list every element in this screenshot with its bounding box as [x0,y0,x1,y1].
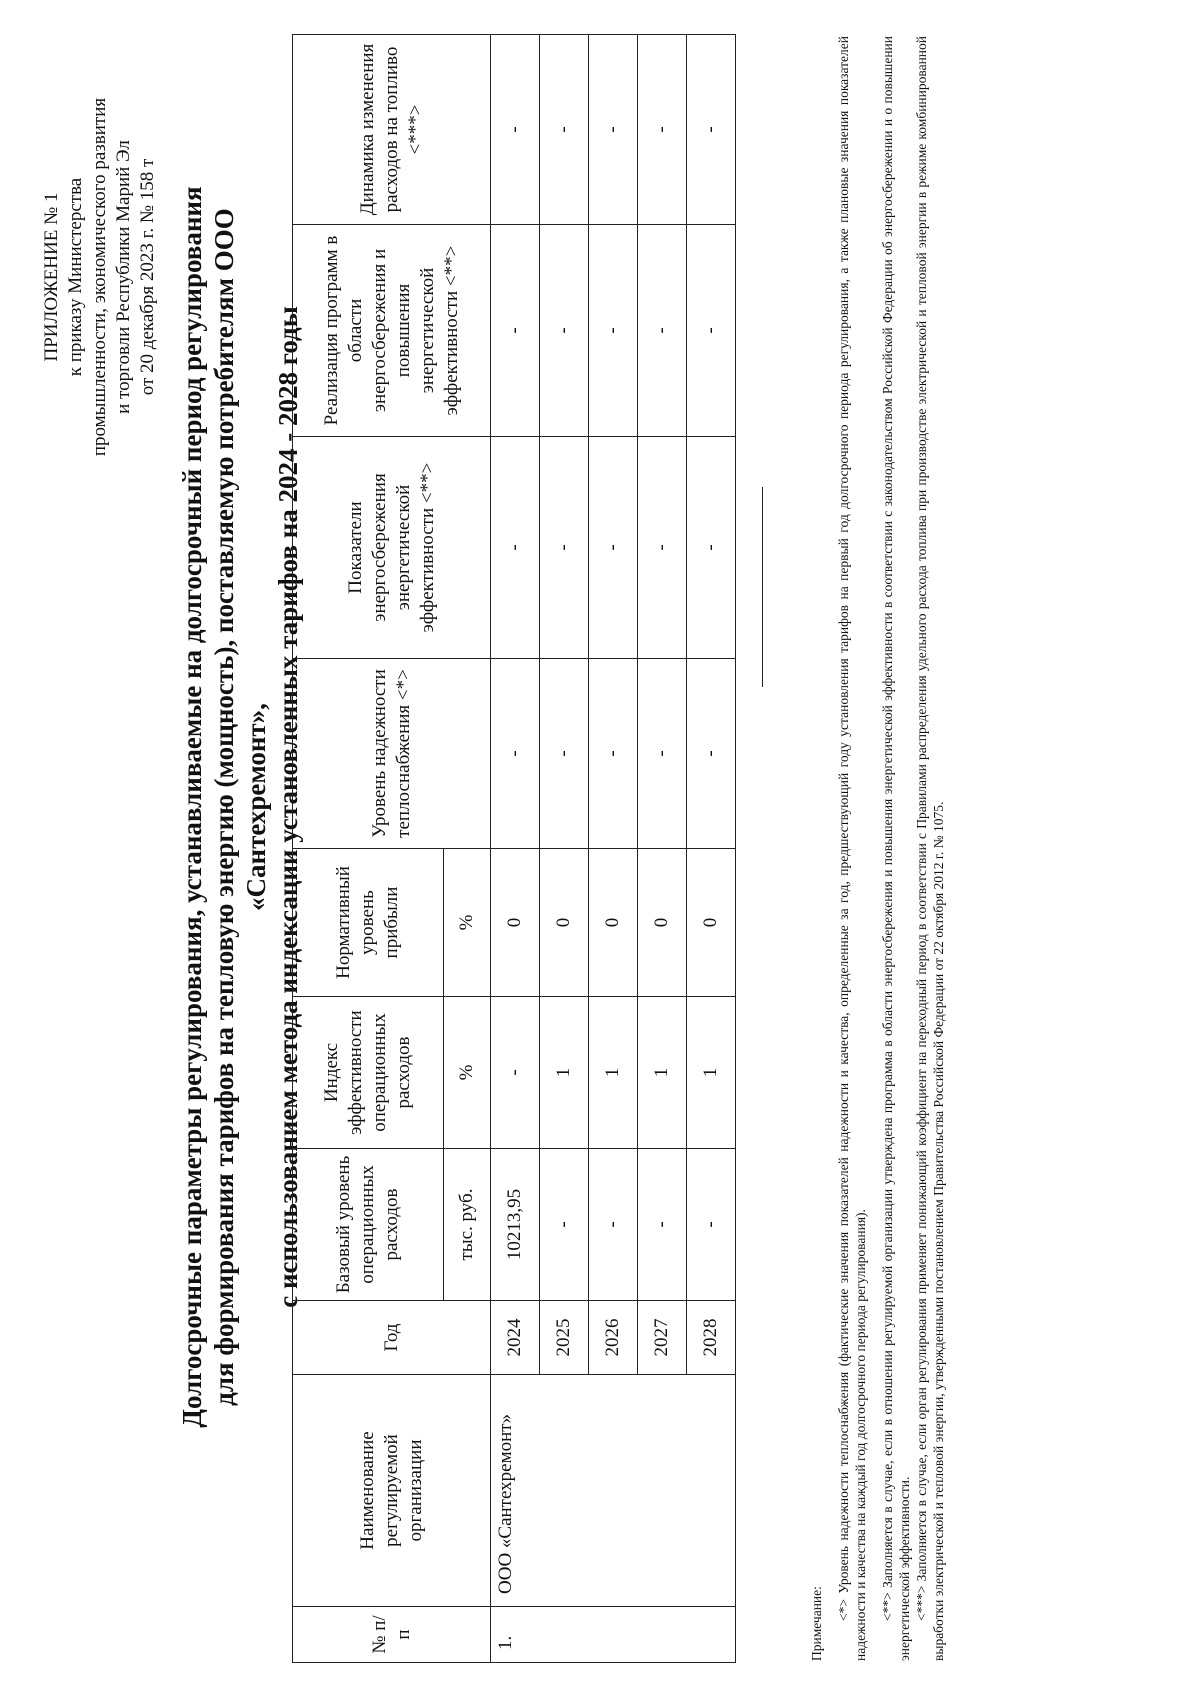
cell-efficiency-index: 1 [687,997,736,1149]
header-number: № п/п [293,1607,491,1663]
header-profit-level: Нормативный уровень прибыли [293,849,444,997]
cell-fuel-dynamics: - [638,35,687,225]
title-line: с использованием метода индексации установленных тарифов на 2024 - 2028 годы [273,306,303,1308]
appendix-line: промышленности, экономического развития [89,97,110,457]
header-efficiency-index: Индекс эффективности операционных расходов [293,997,444,1149]
cell-efficiency-index: 1 [589,997,638,1149]
cell-reliability: - [687,659,736,849]
cell-year: 2025 [540,1301,589,1375]
header-year: Год [293,1301,491,1375]
appendix-line: к приказу Министерства [65,177,86,377]
cell-organization: ООО «Сантехремонт» [491,1375,736,1607]
cell-reliability: - [540,659,589,849]
cell-energy-saving: - [638,437,687,659]
cell-efficiency-index: 1 [540,997,589,1149]
cell-number: 1. [491,1607,736,1663]
cell-programs: - [638,225,687,437]
cell-year: 2026 [589,1301,638,1375]
cell-base-costs: 10213,95 [491,1149,540,1301]
document-title [176,157,304,1457]
cell-base-costs: - [638,1149,687,1301]
appendix-block [40,62,160,492]
cell-fuel-dynamics: - [589,35,638,225]
notes-block [808,36,957,1661]
title-line: Долгосрочные параметры регулирования, устанавливаемые на долгосрочный период регулирования [177,186,207,1428]
appendix-line: ПРИЛОЖЕНИЕ № 1 [41,192,62,362]
appendix-line: от 20 декабря 2023 г. № 158 т [137,158,158,396]
cell-base-costs: - [687,1149,736,1301]
note-fuel: <***> Заполняется в случае, если орган регулирования применяет понижающий коэффициент на переходный период в соответствии с Правилами распределения удельного расхода топлива при производстве электрической и тепловой энергии в режиме комбинированной выработки электрической и тепловой энергии, утвержденными постановлением Правительства Российской Федерации от 22 октября 2012 г. № 1075. [914,36,946,1661]
cell-fuel-dynamics: - [540,35,589,225]
header-programs: Реализация программ в области энергосбережения и повышения энергетической эффективности <**> [293,225,491,437]
cell-programs: - [687,225,736,437]
header-base-costs: Базовый уровень операционных расходов [293,1149,444,1301]
cell-base-costs: - [540,1149,589,1301]
unit-base-costs: тыс. руб. [444,1149,491,1301]
cell-year: 2027 [638,1301,687,1375]
cell-profit-level: 0 [491,849,540,997]
table-header-row [293,35,444,1663]
cell-programs: - [491,225,540,437]
cell-reliability: - [589,659,638,849]
cell-energy-saving: - [491,437,540,659]
cell-profit-level: 0 [638,849,687,997]
cell-year: 2024 [491,1301,540,1375]
notes-heading: Примечание: [809,1586,824,1661]
parameters-table [292,34,736,1663]
table-row [491,35,540,1663]
cell-programs: - [540,225,589,437]
cell-reliability: - [491,659,540,849]
cell-energy-saving: - [589,437,638,659]
cell-base-costs: - [589,1149,638,1301]
header-reliability: Уровень надежности теплоснабжения <*> [293,659,491,849]
cell-profit-level: 0 [589,849,638,997]
cell-reliability: - [638,659,687,849]
header-energy-saving: Показатели энергосбережения энергетической эффективности <**> [293,437,491,659]
note-reliability: <*> Уровень надежности теплоснабжения (фактические значения показателей надежности и качества, определенные за год, предшествующий году установления тарифов на первый год долгосрочного периода регулирования, а также плановые значения показателей надежности и качества на каждый год долгосрочного периода регулирования). [836,36,868,1661]
title-line: для формирования тарифов на тепловую энергию (мощность), поставляемую потребителям ООО «Сантехремонт», [209,208,271,1406]
cell-profit-level: 0 [540,849,589,997]
cell-profit-level: 0 [687,849,736,997]
cell-efficiency-index: - [491,997,540,1149]
header-organization: Наименование регулируемой организации [293,1375,491,1607]
cell-fuel-dynamics: - [687,35,736,225]
separator-line [762,487,763,687]
cell-fuel-dynamics: - [491,35,540,225]
unit-efficiency-index: % [444,997,491,1149]
note-energy-saving: <**> Заполняется в случае, если в отношении регулируемой организации утверждена программа в области энергосбережения и повышения энергетической эффективности в соответствии с законодательством Российской Федерации об энергосбережении и о повышении энергетической эффективности. [880,36,912,1661]
cell-energy-saving: - [687,437,736,659]
header-fuel-dynamics: Динамика изменения расходов на топливо <***> [293,35,491,225]
cell-programs: - [589,225,638,437]
cell-energy-saving: - [540,437,589,659]
cell-efficiency-index: 1 [638,997,687,1149]
unit-profit-level: % [444,849,491,997]
appendix-line: и торговли Республики Марий Эл [113,140,134,414]
cell-year: 2028 [687,1301,736,1375]
